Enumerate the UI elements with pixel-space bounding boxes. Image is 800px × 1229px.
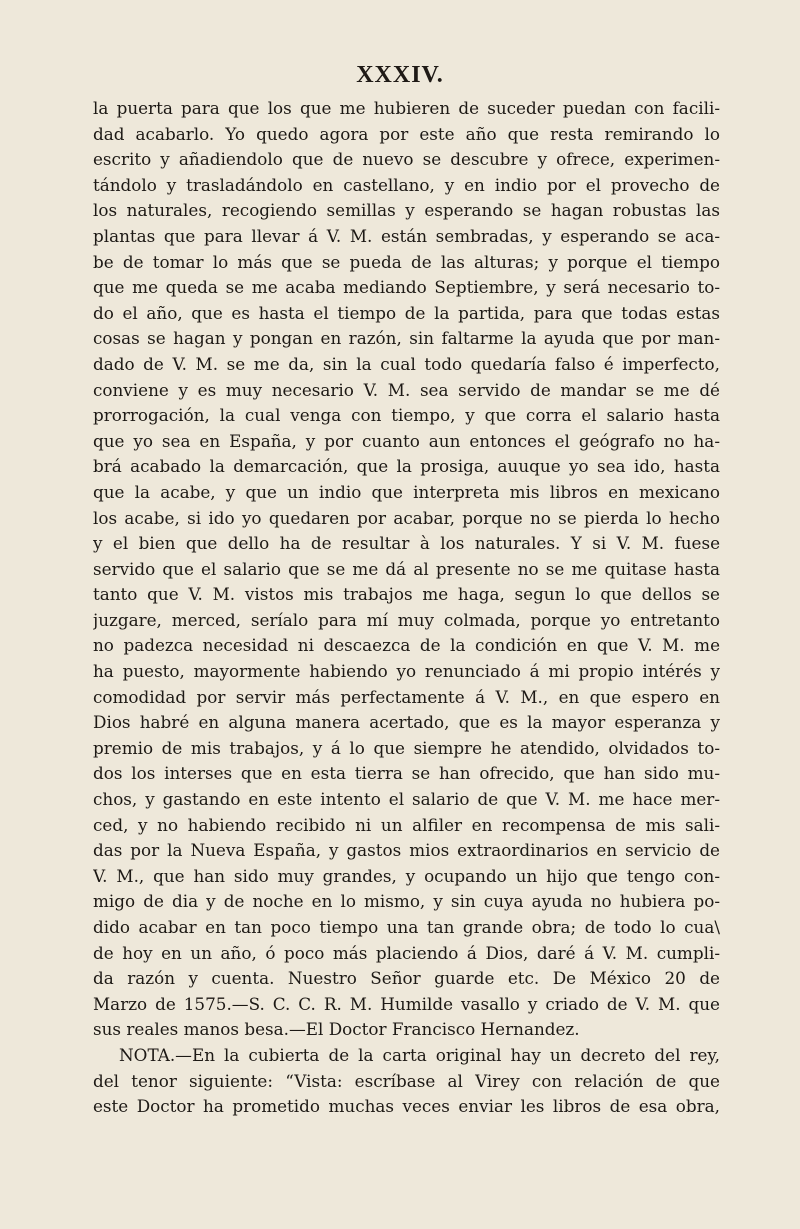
text-line: be de tomar lo más que se pueda de las alturas; y porque el tiempo [93, 251, 720, 272]
text-line: NOTA.—En la cubierta de la carta original hay un decreto del rey, [119, 1044, 720, 1065]
text-line: los naturales, recogiendo semillas y esperando se hagan robustas las [93, 200, 720, 221]
text-line: de hoy en un año, ó poco más placiendo á Dios, daré á V. M. cumpli- [93, 942, 720, 963]
text-line: servido que el salario que se me dá al presente no se me quitase hasta [93, 558, 720, 579]
text-line: dos los interses que en esta tierra se han ofrecido, que han sido mu- [93, 763, 720, 784]
text-line: plantas que para llevar á V. M. están sembradas, y esperando se aca- [93, 225, 720, 246]
text-line: prorrogación, la cual venga con tiempo, y que corra el salario hasta [93, 405, 720, 426]
text-line: este Doctor ha prometido muchas veces enviar les libros de esa obra, [93, 1096, 720, 1117]
text-line: das por la Nueva España, y gastos mios extraordinarios en servicio de [93, 840, 720, 861]
text-line: brá acabado la demarcación, que la prosiga, auuque yo sea ido, hasta [93, 456, 720, 477]
text-line: que me queda se me acaba mediando Septiembre, y será necesario to- [93, 277, 720, 298]
text-line: que yo sea en España, y por cuanto aun entonces el geógrafo no ha- [93, 430, 720, 451]
text-line: juzgare, merced, seríalo para mí muy colmada, porque yo entretanto [93, 609, 720, 630]
text-line: tándolo y trasladándolo en castellano, y en indio por el provecho de [93, 174, 720, 195]
text-line: cosas se hagan y pongan en razón, sin faltarme la ayuda que por man- [93, 328, 720, 349]
text-line: del tenor siguiente: “Vista: escríbase al Virey con relación de que [93, 1070, 720, 1091]
text-line: la puerta para que los que me hubieren de suceder puedan con facili- [93, 98, 720, 118]
text-line: dad acabarlo. Yo quedo agora por este año que resta remirando lo [93, 123, 720, 144]
letter-paragraph [93, 96, 720, 1043]
text-line: tanto que V. M. vistos mis trabajos me haga, segun lo que dellos se [93, 584, 720, 605]
text-line: no padezca necesidad ni descaezca de la condición en que V. M. me [93, 635, 720, 656]
text-line: dido acabar en tan poco tiempo una tan grande obra; de todo lo cua\ [93, 917, 720, 937]
text-line: ha puesto, mayormente habiendo yo renunciado á mi propio intérés y [93, 661, 720, 682]
text-line: comodidad por servir más perfectamente á V. M., en que espero en [93, 686, 720, 707]
text-line: V. M., que han sido muy grandes, y ocupando un hijo que tengo con- [93, 865, 720, 886]
text-line: premio de mis trabajos, y á lo que siempre he atendido, olvidados to- [93, 737, 720, 758]
text-line: dado de V. M. se me da, sin la cual todo quedaría falso é imperfecto, [93, 353, 720, 374]
page-number-header: XXXIV. [356, 62, 444, 88]
text-line: da razón y cuenta. Nuestro Señor guarde etc. De México 20 de [93, 968, 720, 989]
text-line: ced, y no habiendo recibido ni un alfiler en recompensa de mis sali- [93, 814, 720, 835]
text-line: do el año, que es hasta el tiempo de la partida, para que todas estas [93, 302, 720, 323]
note-paragraph [93, 1043, 720, 1120]
page-body [93, 96, 720, 1120]
text-line: escrito y añadiendolo que de nuevo se descubre y ofrece, experimen- [93, 149, 720, 170]
text-line: los acabe, si ido yo quedaren por acabar, porque no se pierda lo hecho [93, 507, 720, 528]
text-line: que la acabe, y que un indio que interpreta mis libros en mexicano [93, 481, 720, 502]
text-line: y el bien que dello ha de resultar à los naturales. Y si V. M. fuese [93, 533, 720, 554]
text-line: Dios habré en alguna manera acertado, que es la mayor esperanza y [93, 712, 720, 733]
text-line: migo de dia y de noche en lo mismo, y sin cuya ayuda no hubiera po- [93, 891, 720, 912]
text-line: Marzo de 1575.—S. C. C. R. M. Humilde vasallo y criado de V. M. que [93, 993, 720, 1014]
text-line: conviene y es muy necesario V. M. sea servido de mandar se me dé [93, 379, 720, 400]
text-line: chos, y gastando en este intento el salario de que V. M. me hace mer- [93, 789, 720, 810]
text-line: sus reales manos besa.—El Doctor Francisco Hernandez. [93, 1019, 580, 1040]
